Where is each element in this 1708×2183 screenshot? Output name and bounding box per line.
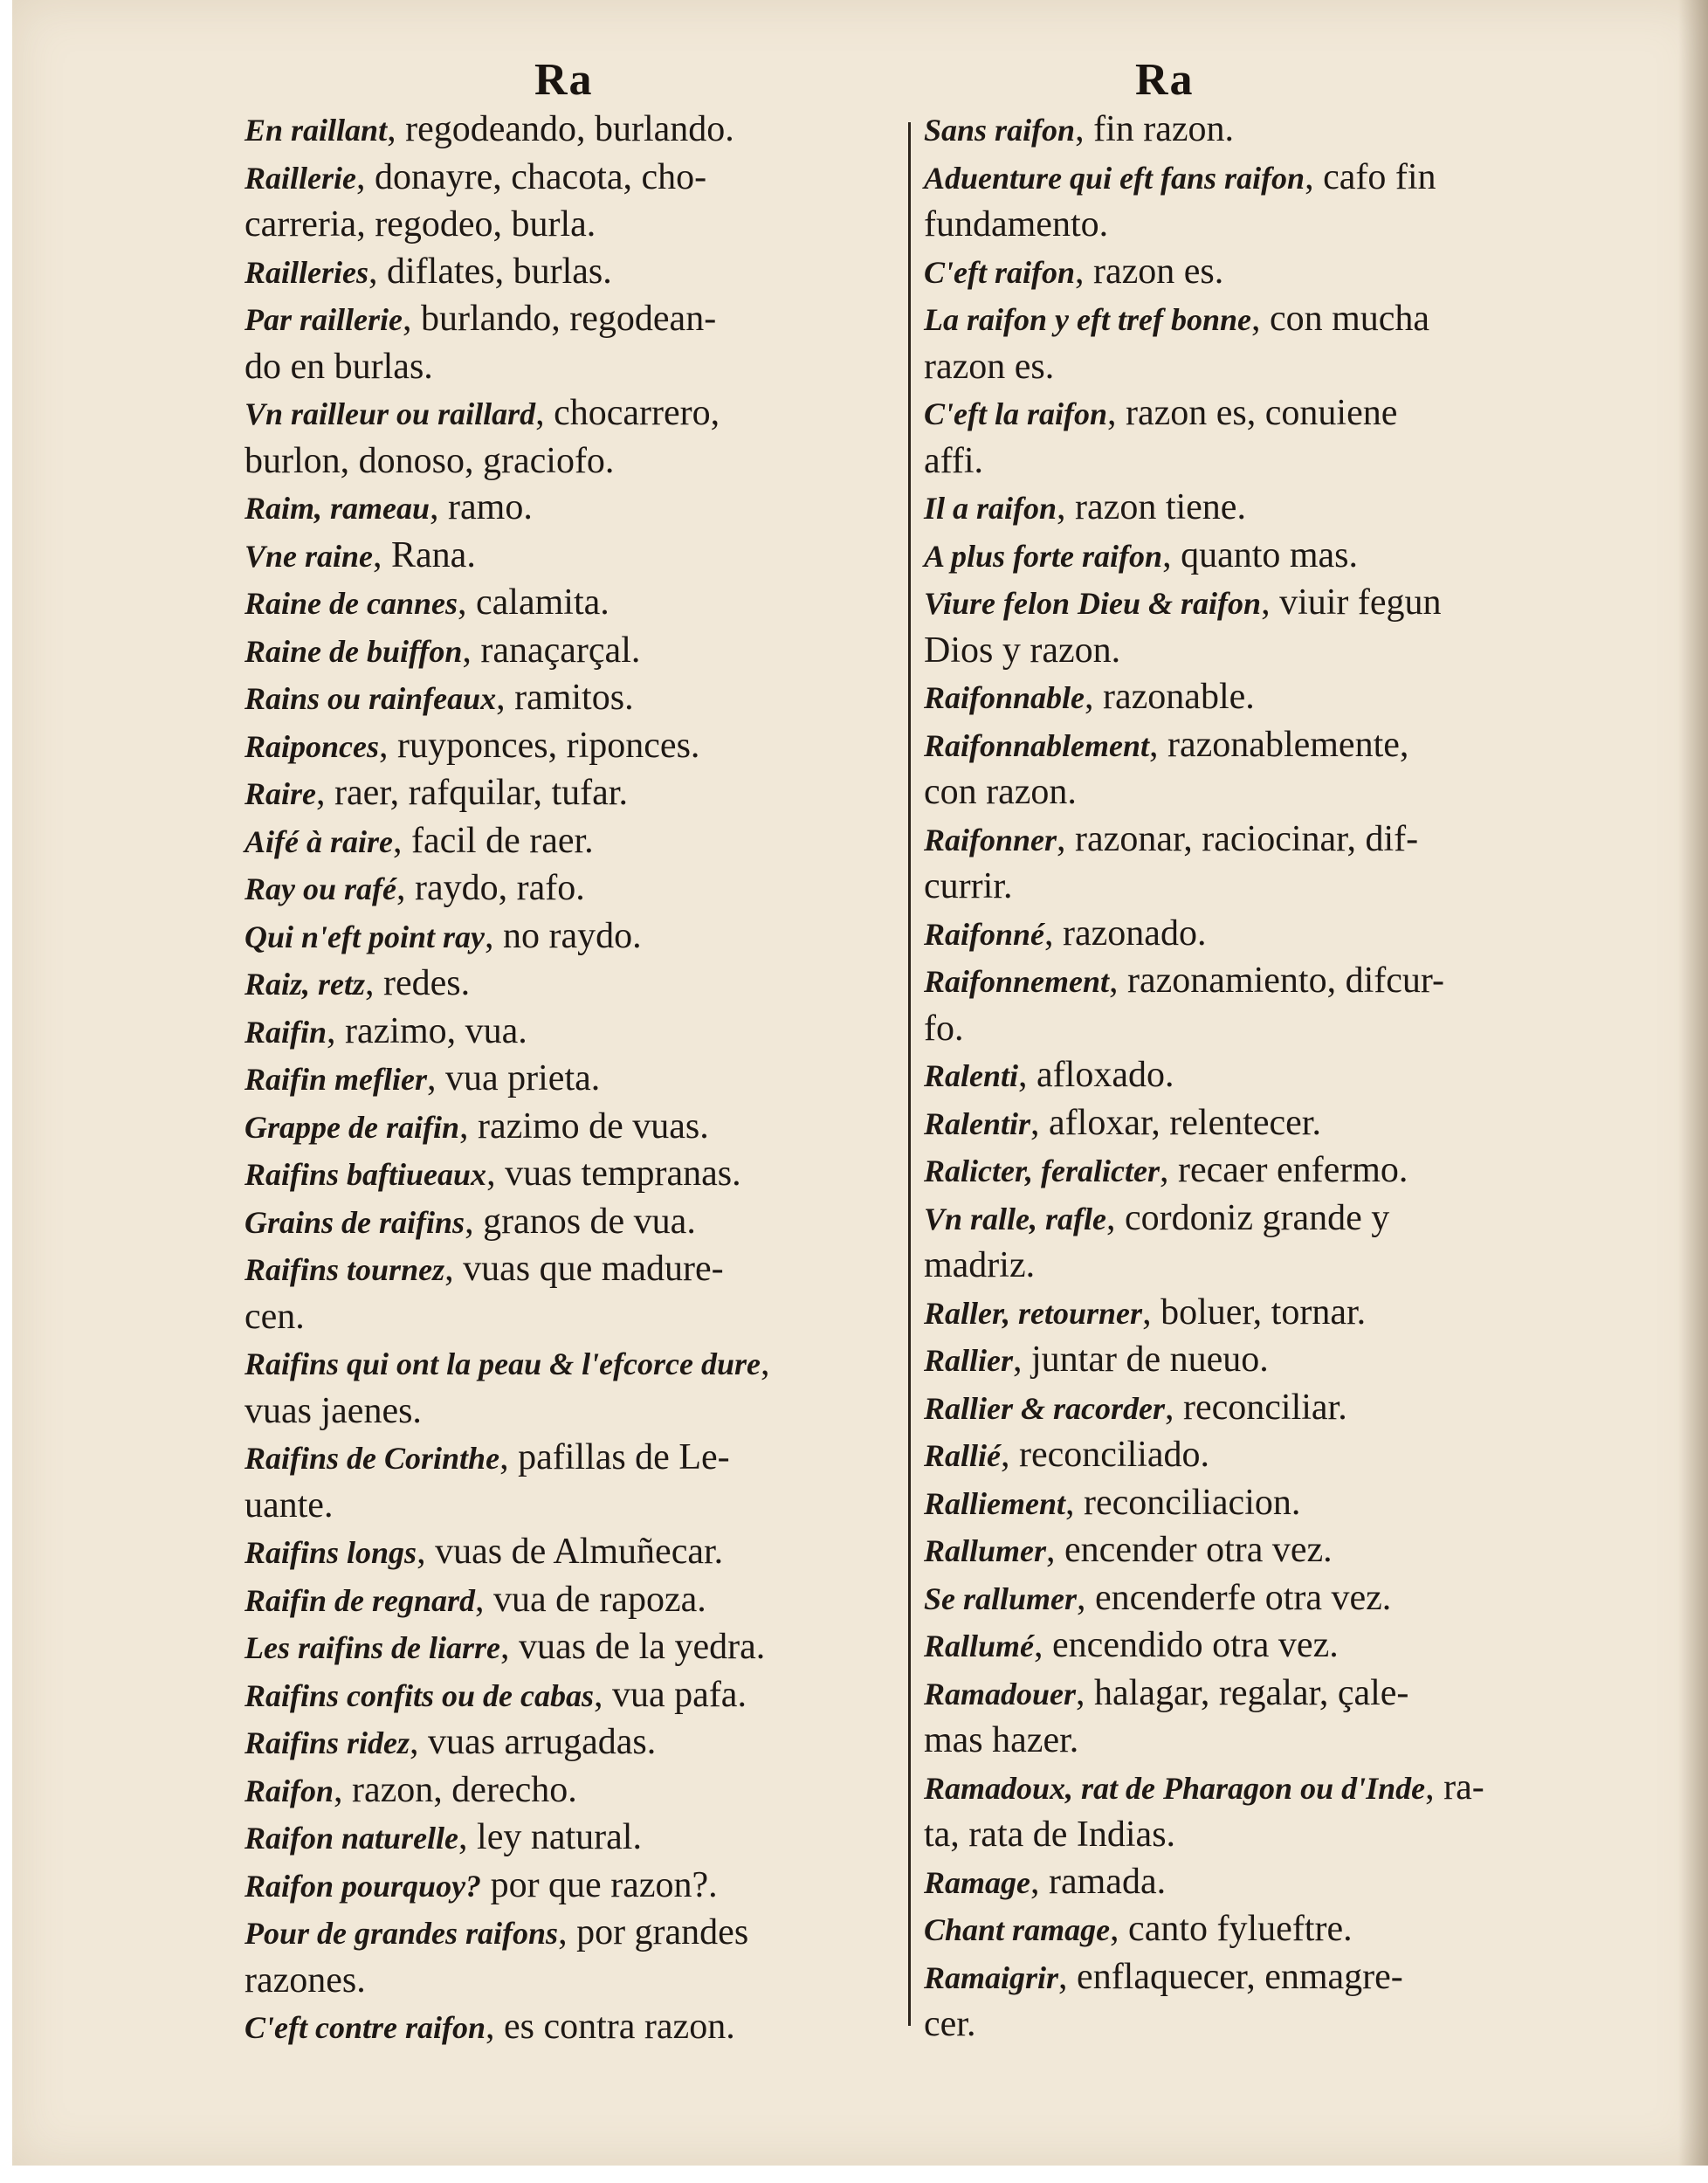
spanish-translation: , diflates, burlas. xyxy=(368,251,612,292)
french-headword: Raine de buiffon xyxy=(244,633,463,669)
french-headword: Raire xyxy=(244,776,317,811)
dictionary-entry xyxy=(244,723,898,771)
spanish-translation: , reconciliar. xyxy=(1165,1387,1347,1428)
french-headword: Raifin de regnard xyxy=(244,1582,476,1618)
french-headword: Ralentir xyxy=(924,1105,1031,1141)
translation-continuation: mas hazer. xyxy=(924,1720,1079,1760)
french-headword: Raifins confits ou de cabas xyxy=(244,1677,595,1713)
french-headword: Raifon naturelle xyxy=(244,1821,459,1856)
dictionary-entry xyxy=(244,1910,898,2004)
spanish-translation: , razon es. xyxy=(1075,251,1224,292)
french-headword: Raifonnable xyxy=(924,680,1085,715)
dictionary-entry xyxy=(924,155,1587,249)
dictionary-entry xyxy=(924,1859,1587,1907)
french-headword: A plus forte raifon xyxy=(924,538,1163,574)
running-header-right: Ra xyxy=(1135,55,1195,105)
spanish-translation: , no raydo. xyxy=(485,915,642,956)
dictionary-entry xyxy=(924,1670,1587,1765)
spanish-translation: , razon tiene. xyxy=(1057,487,1246,527)
spanish-translation: , vua prieta. xyxy=(427,1058,601,1098)
french-headword: Raifonnablement xyxy=(924,727,1150,763)
french-headword: Railleries xyxy=(244,254,368,290)
french-headword: Vn ralle, rafle xyxy=(924,1201,1107,1236)
spanish-translation: , juntar de nueuo. xyxy=(1013,1339,1269,1380)
french-headword: Rallier & racorder xyxy=(924,1390,1165,1426)
translation-continuation: vuas jaenes. xyxy=(244,1390,422,1431)
running-header-left: Ra xyxy=(534,55,594,105)
translation-continuation: cen. xyxy=(244,1296,305,1337)
french-headword: Chant ramage xyxy=(924,1912,1111,1947)
french-headword: Raifins tournez xyxy=(244,1252,445,1287)
spanish-translation: , ramitos. xyxy=(496,678,634,718)
dictionary-entry xyxy=(244,2004,898,2052)
spanish-translation: , afloxado. xyxy=(1018,1055,1174,1095)
spanish-translation: , facil de raer. xyxy=(392,820,594,861)
french-headword: Raifins de Corinthe xyxy=(244,1441,500,1476)
translation-continuation: fo. xyxy=(924,1008,964,1049)
translation-continuation: affi. xyxy=(924,440,984,481)
dictionary-entry xyxy=(244,1151,898,1199)
dictionary-entry xyxy=(244,1104,898,1152)
french-headword: Rallier xyxy=(924,1343,1014,1378)
left-column xyxy=(244,107,898,2052)
spanish-translation: , pafillas de Le- xyxy=(499,1437,730,1477)
spanish-translation: , con mucha xyxy=(1250,299,1430,339)
spanish-translation: , reconciliado. xyxy=(1001,1435,1210,1475)
dictionary-entry xyxy=(244,675,898,723)
french-headword: La raifon y eft tref bonne xyxy=(924,302,1251,337)
french-headword: Raiz, retz xyxy=(244,967,366,1002)
dictionary-entry xyxy=(244,1719,898,1767)
french-headword: Ramadoux, rat de Pharagon ou d'Inde xyxy=(924,1770,1426,1806)
spanish-translation: , vua de rapoza. xyxy=(475,1579,706,1620)
dictionary-entry xyxy=(244,390,898,485)
spanish-translation: , ley natural. xyxy=(458,1817,642,1857)
spanish-translation: , por grandes xyxy=(558,1912,749,1952)
dictionary-entry xyxy=(244,1577,898,1625)
dictionary-entry xyxy=(924,1765,1587,1859)
spanish-translation: por que razon?. xyxy=(481,1864,718,1905)
dictionary-entry xyxy=(244,1624,898,1672)
dictionary-entry xyxy=(244,770,898,818)
dictionary-entry xyxy=(924,958,1587,1052)
dictionary-entry xyxy=(244,865,898,913)
spanish-translation: , redes. xyxy=(365,963,471,1003)
dictionary-entry xyxy=(244,1056,898,1104)
spanish-translation: , calamita. xyxy=(458,582,610,623)
spanish-translation: , Rana. xyxy=(373,534,476,575)
dictionary-entry xyxy=(924,390,1587,485)
french-headword: Se rallumer xyxy=(924,1580,1078,1616)
dictionary-entry xyxy=(244,1672,898,1720)
french-headword: Sans raifon xyxy=(924,113,1076,148)
spanish-translation: , razimo de vuas. xyxy=(459,1105,709,1147)
spanish-translation: , fin razon. xyxy=(1075,109,1235,149)
dictionary-entry xyxy=(924,1954,1587,2049)
dictionary-entry xyxy=(244,1246,898,1340)
french-headword: Raifins longs xyxy=(244,1535,417,1570)
dictionary-entry xyxy=(924,722,1587,816)
dictionary-entry xyxy=(924,1052,1587,1100)
dictionary-entry xyxy=(924,1337,1587,1385)
dictionary-entry xyxy=(924,580,1587,674)
translation-continuation: currir. xyxy=(924,866,1013,906)
french-headword: Ralenti xyxy=(924,1058,1019,1093)
page-gutter-shadow xyxy=(1678,0,1708,2166)
french-headword: Raller, retourner xyxy=(924,1295,1143,1331)
french-headword: Ralicter, feralicter xyxy=(924,1153,1160,1188)
french-headword: Vn railleur ou raillard xyxy=(244,396,536,431)
french-headword: Vne raine xyxy=(244,538,374,574)
spanish-translation: , encender otra vez. xyxy=(1046,1530,1333,1570)
spanish-translation: , cafo fin xyxy=(1305,156,1436,197)
french-headword: Par raillerie xyxy=(244,302,403,337)
right-column xyxy=(924,107,1587,2049)
dictionary-entry xyxy=(924,296,1587,390)
spanish-translation: , ruyponces, riponces. xyxy=(379,725,700,766)
spanish-translation: , razonamiento, difcur- xyxy=(1109,961,1445,1001)
french-headword: Ramadouer xyxy=(924,1676,1077,1711)
spanish-translation: , reconciliacion. xyxy=(1065,1482,1301,1523)
french-headword: Raifonner xyxy=(924,822,1057,857)
french-headword: Il a raifon xyxy=(924,491,1057,526)
translation-continuation: carreria, regodeo, burla. xyxy=(244,204,596,244)
spanish-translation: , cordoniz grande y xyxy=(1106,1197,1390,1238)
dictionary-entry xyxy=(924,1575,1587,1623)
spanish-translation: , razimo, vua. xyxy=(327,1010,527,1051)
dictionary-entry xyxy=(924,1100,1587,1148)
spanish-translation: , vuas de la yedra. xyxy=(500,1627,766,1667)
translation-continuation: Dios y razon. xyxy=(924,630,1121,671)
spanish-translation: , encenderfe otra vez. xyxy=(1077,1577,1392,1618)
dictionary-entry xyxy=(924,1622,1587,1670)
french-headword: Raifonné xyxy=(924,916,1045,952)
spanish-translation: , enflaquecer, enmagre- xyxy=(1058,1956,1403,1997)
dictionary-entry xyxy=(244,1863,898,1911)
dictionary-entry xyxy=(924,1147,1587,1195)
french-headword: Aduenture qui eft fans raifon xyxy=(924,160,1305,196)
dictionary-entry xyxy=(924,249,1587,297)
dictionary-entry xyxy=(924,1385,1587,1433)
french-headword: En raillant xyxy=(244,113,388,148)
spanish-translation: , ra- xyxy=(1425,1766,1484,1808)
spanish-translation: , recaer enfermo. xyxy=(1159,1150,1408,1190)
french-headword: Raifin meflier xyxy=(244,1062,427,1097)
translation-continuation: cer. xyxy=(924,2004,976,2044)
dictionary-entry xyxy=(244,1767,898,1815)
spanish-translation: , canto fylueftre. xyxy=(1110,1909,1353,1949)
dictionary-entry xyxy=(924,816,1587,911)
french-headword: Raiponces xyxy=(244,728,380,764)
dictionary-entry xyxy=(924,1906,1587,1954)
spanish-translation: , vuas arrugadas. xyxy=(410,1722,657,1762)
french-headword: Rallumé xyxy=(924,1629,1035,1663)
dictionary-entry xyxy=(924,1290,1587,1338)
dictionary-entry xyxy=(244,533,898,581)
translation-continuation: razon es. xyxy=(924,346,1055,387)
dictionary-entry xyxy=(244,961,898,1009)
spanish-translation: , razonable. xyxy=(1085,677,1255,717)
dictionary-entry xyxy=(244,155,898,249)
spanish-translation: , vuas de Almuñecar. xyxy=(417,1532,724,1572)
french-headword: Rallumer xyxy=(924,1533,1047,1568)
dictionary-entry xyxy=(924,1432,1587,1480)
french-headword: Grains de raifins xyxy=(244,1204,465,1240)
spanish-translation: , razon es, conuiene xyxy=(1107,393,1398,433)
spanish-translation: , razonar, raciocinar, dif- xyxy=(1057,818,1419,859)
french-headword: Viure felon Dieu & raifon xyxy=(924,586,1262,621)
spanish-translation: , viuir fegun xyxy=(1261,582,1442,623)
french-headword: Raillerie xyxy=(244,160,356,196)
french-headword: Raifins qui ont la peau & l'efcorce dure xyxy=(244,1346,761,1381)
spanish-translation: , ramo. xyxy=(430,487,533,527)
translation-continuation: madriz. xyxy=(924,1245,1036,1285)
spanish-translation: , razonablemente, xyxy=(1149,724,1409,765)
dictionary-entry xyxy=(924,1195,1587,1290)
french-headword: Ralliement xyxy=(924,1485,1065,1521)
dictionary-entry xyxy=(244,913,898,961)
spanish-translation: , afloxar, relentecer. xyxy=(1030,1102,1321,1143)
french-headword: Raim, rameau xyxy=(244,491,430,526)
dictionary-entry xyxy=(924,533,1587,581)
dictionary-entry xyxy=(244,818,898,866)
spanish-translation: , halagar, regalar, çale- xyxy=(1076,1672,1409,1713)
french-headword: Ramage xyxy=(924,1864,1030,1900)
spanish-translation: , burlando, regodean- xyxy=(402,299,717,339)
spanish-translation: , boluer, tornar. xyxy=(1142,1291,1367,1333)
french-headword: Aifé à raire xyxy=(244,823,393,859)
spanish-translation: , quanto mas. xyxy=(1162,534,1359,575)
french-headword: Raine de cannes xyxy=(244,586,458,621)
spanish-translation: , raydo, rafo. xyxy=(396,868,585,908)
spanish-translation: , ramada. xyxy=(1030,1861,1167,1902)
french-headword: Raifon xyxy=(244,1773,334,1808)
translation-continuation: ta, rata de Indias. xyxy=(924,1815,1176,1855)
french-headword: Raifin xyxy=(244,1014,327,1050)
spanish-translation: , granos de vua. xyxy=(465,1201,696,1242)
spanish-translation: , razonado. xyxy=(1044,912,1207,954)
dictionary-entry xyxy=(924,1480,1587,1528)
french-headword: C'eft contre raifon xyxy=(244,2010,486,2045)
french-headword: Raifon pourquoy? xyxy=(244,1868,482,1904)
dictionary-entry xyxy=(924,674,1587,722)
french-headword: C'eft la raifon xyxy=(924,396,1108,431)
dictionary-entry xyxy=(244,485,898,533)
spanish-translation: , encendido otra vez. xyxy=(1034,1625,1339,1665)
spanish-translation: , ranaçarçal. xyxy=(462,630,641,671)
translation-continuation: burlon, donoso, graciofo. xyxy=(244,440,615,481)
dictionary-entry xyxy=(924,1527,1587,1575)
french-headword: Qui n'eft point ray xyxy=(244,919,486,954)
french-headword: Les raifins de liarre xyxy=(244,1630,500,1665)
dictionary-entry xyxy=(244,628,898,676)
dictionary-entry xyxy=(244,1340,898,1435)
french-headword: Raifins baftiueaux xyxy=(244,1157,487,1192)
dictionary-entry xyxy=(924,107,1587,155)
dictionary-entry xyxy=(244,296,898,390)
spanish-translation: , vuas que madure- xyxy=(444,1249,724,1289)
dictionary-entry xyxy=(244,1435,898,1529)
dictionary-entry xyxy=(244,1529,898,1577)
french-headword: Ray ou rafé xyxy=(244,871,396,906)
spanish-translation: , raer, rafquilar, tufar. xyxy=(316,773,628,813)
french-headword: Rains ou rainfeaux xyxy=(244,681,497,716)
column-divider xyxy=(908,122,911,2026)
dictionary-entry xyxy=(244,1009,898,1057)
spanish-translation: , regodeando, burlando. xyxy=(387,109,734,149)
spanish-translation: , vua pafa. xyxy=(594,1674,747,1715)
spanish-translation: , xyxy=(761,1343,770,1383)
french-headword: Pour de grandes raifons xyxy=(244,1916,559,1951)
dictionary-entry xyxy=(244,1199,898,1247)
dictionary-entry xyxy=(924,911,1587,959)
translation-continuation: do en burlas. xyxy=(244,346,433,387)
french-headword: Grappe de raifin xyxy=(244,1109,459,1145)
french-headword: Raifonnement xyxy=(924,964,1110,999)
spanish-translation: , vuas tempranas. xyxy=(486,1153,741,1194)
french-headword: C'eft raifon xyxy=(924,254,1076,290)
dictionary-entry xyxy=(924,485,1587,533)
translation-continuation: fundamento. xyxy=(924,204,1109,244)
spanish-translation: , chocarrero, xyxy=(535,393,720,433)
spanish-translation: , es contra razon. xyxy=(486,2007,735,2047)
translation-continuation: uante. xyxy=(244,1484,334,1525)
spanish-translation: , donayre, chacota, cho- xyxy=(356,156,707,197)
translation-continuation: con razon. xyxy=(924,772,1077,812)
french-headword: Raifins ridez xyxy=(244,1725,410,1760)
french-headword: Ramaigrir xyxy=(924,1959,1059,1995)
dictionary-entry xyxy=(244,1815,898,1863)
dictionary-entry xyxy=(244,107,898,155)
dictionary-entry xyxy=(244,249,898,297)
translation-continuation: razones. xyxy=(244,1959,366,2001)
spanish-translation: , razon, derecho. xyxy=(334,1769,577,1810)
dictionary-entry xyxy=(244,580,898,628)
french-headword: Rallié xyxy=(924,1438,1001,1473)
